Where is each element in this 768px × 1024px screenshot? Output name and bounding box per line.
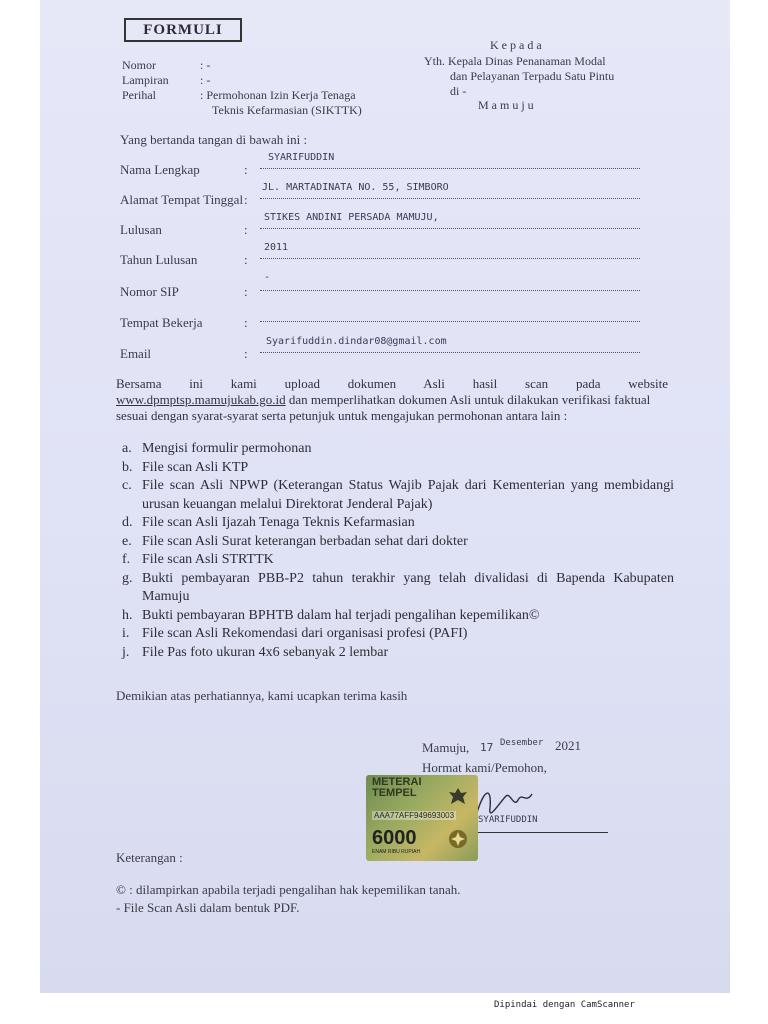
colon: : [244,346,248,361]
list-item [122,625,674,644]
colon: : [244,162,248,177]
closing-text: Demikian atas perhatiannya, kami ucapkan terima kasih [116,688,408,703]
field-label-alamat: Alamat Tempat Tinggal [120,192,244,207]
field-label-tahun: Tahun Lulusan [120,252,198,267]
list-text: Mengisi formulir permohonan [142,441,312,456]
colon: : [244,284,248,299]
field-line-sip [260,290,640,291]
lampiran-label: Lampiran [122,73,169,87]
list-marker: h. [122,607,133,623]
stamp-line2: TEMPEL [372,787,417,799]
scanner-footer: Dipindai dengan CamScanner [494,1000,635,1010]
field-line-alamat [260,198,640,199]
stamp-code: AAA77AFF949693003 [374,811,455,820]
field-line-tahun [260,258,640,259]
stamp-value: 6000 [372,827,417,849]
stamp-title [372,777,422,799]
list-item [122,644,674,663]
list-marker: a. [122,441,132,456]
document-page [40,0,730,993]
list-item [122,514,674,533]
emblem-icon [446,827,470,851]
list-text: File scan Asli Surat keterangan berbadan sehat dari dokter [142,533,468,549]
field-label-email: Email [120,346,152,361]
field-label-sip: Nomor SIP [120,284,179,299]
perihal-value-line2: Teknis Kefarmasian (SIKTTK) [212,103,362,117]
notes-line2: - File Scan Asli dalam bentuk PDF. [116,900,300,915]
signature-name: SYARIFUDDIN [478,815,538,825]
list-marker: c. [122,478,132,493]
field-line-lulusan [260,228,640,229]
nomor-label: Nomor [122,58,156,72]
field-label-tempat: Tempat Bekerja [120,315,203,330]
list-text: File Pas foto ukuran 4x6 sebanyak 2 lembar [142,644,389,660]
list-item [122,459,674,478]
intro-text: Yang bertanda tangan di bawah ini : [120,132,308,147]
colon: : [244,315,248,330]
list-marker: b. [122,459,133,475]
signature-city: Mamuju, [422,740,470,755]
list-marker: d. [122,515,133,530]
list-item [122,551,674,570]
nomor-value: : - [200,58,211,72]
list-marker: j. [122,644,130,660]
signature-regards: Hormat kami/Pemohon, [422,760,547,775]
list-text: File scan Asli KTP [142,459,249,475]
colon: : [244,192,248,207]
list-marker: f. [122,552,131,567]
stamp-line1: METERAI [372,776,422,788]
field-line-email [260,352,640,353]
field-value-lulusan: STIKES ANDINI PERSADA MAMUJU, [264,212,439,223]
list-item [122,533,674,552]
field-value-sip: - [264,272,271,283]
signature-day: 17 [480,741,494,754]
paragraph-rest [116,392,668,424]
list-item [122,440,674,459]
perihal-value: : Permohonan Izin Kerja Tenaga [200,88,356,102]
paragraph-continuation: dan memperlihatkan dokumen Asli untuk dilakukan verifikasi faktual sesuai dengan syarat-syarat serta petunjuk untuk mengajukan permohonan antara lain : [116,392,651,423]
field-value-nama: SYARIFUDDIN [268,152,335,163]
upload-paragraph [116,376,668,424]
notes-title: Keterangan : [116,850,183,865]
form-title: FORMULI [124,18,242,42]
stamp-subtitle: ENAM RIBU RUPIAH [372,849,421,855]
recipient-city: M a m u j u [478,98,534,112]
list-text: Bukti pembayaran BPHTB dalam hal terjadi pengalihan kepemilikan© [142,607,540,623]
perihal-label: Perihal [122,88,156,102]
colon: : [244,222,248,237]
recipient-line3: di - [450,84,467,98]
list-text: Bukti pembayaran PBB-P2 tahun terakhir yang telah divalidasi di Bapenda Kabupaten Mamuju [142,570,674,604]
field-value-email: Syarifuddin.dindar08@gmail.com [266,336,447,347]
signature-month: Desember [500,738,544,748]
requirements-list [122,440,674,662]
list-marker: g. [122,570,133,586]
field-line-tempat [260,321,640,322]
list-text: File scan Asli STRTTK [142,552,274,567]
lampiran-value: : - [200,73,211,87]
list-item [122,570,674,607]
notes-line1: © : dilampirkan apabila terjadi pengalihan hak kepemilikan tanah. [116,882,461,897]
list-text: File scan Asli Ijazah Tenaga Teknis Kefarmasian [142,515,415,530]
field-value-tahun: 2011 [264,242,289,253]
list-text: File scan Asli NPWP (Keterangan Status Wajib Pajak dari Kementerian yang membidangi urusan keuangan melalui Direktorat Jenderal Pajak) [142,478,674,512]
field-label-lulusan: Lulusan [120,222,162,237]
recipient-line2: dan Pelayanan Terpadu Satu Pintu [450,69,615,83]
recipient-line1: Yth. Kepala Dinas Penanaman Modal [424,54,606,68]
list-marker: i. [122,626,130,641]
field-value-alamat: JL. MARTADINATA NO. 55, SIMBORO [262,182,449,193]
field-label-nama: Nama Lengkap [120,162,200,177]
paragraph-line1: Bersama ini kami upload dokumen Asli hasil scan pada website [116,376,668,391]
field-line-nama [260,168,640,169]
recipient-kepada: K e p a d a [490,38,542,52]
list-text: File scan Asli Rekomendasi dari organisasi profesi (PAFI) [142,626,468,641]
signature-line [478,832,608,833]
signature-year: 2021 [555,738,581,753]
website-link[interactable]: www.dpmptsp.mamujukab.go.id [116,392,286,407]
list-marker: e. [122,533,132,549]
list-item [122,477,674,514]
meterai-stamp [366,775,478,861]
list-item [122,607,674,626]
colon: : [244,252,248,267]
garuda-icon [446,785,470,809]
